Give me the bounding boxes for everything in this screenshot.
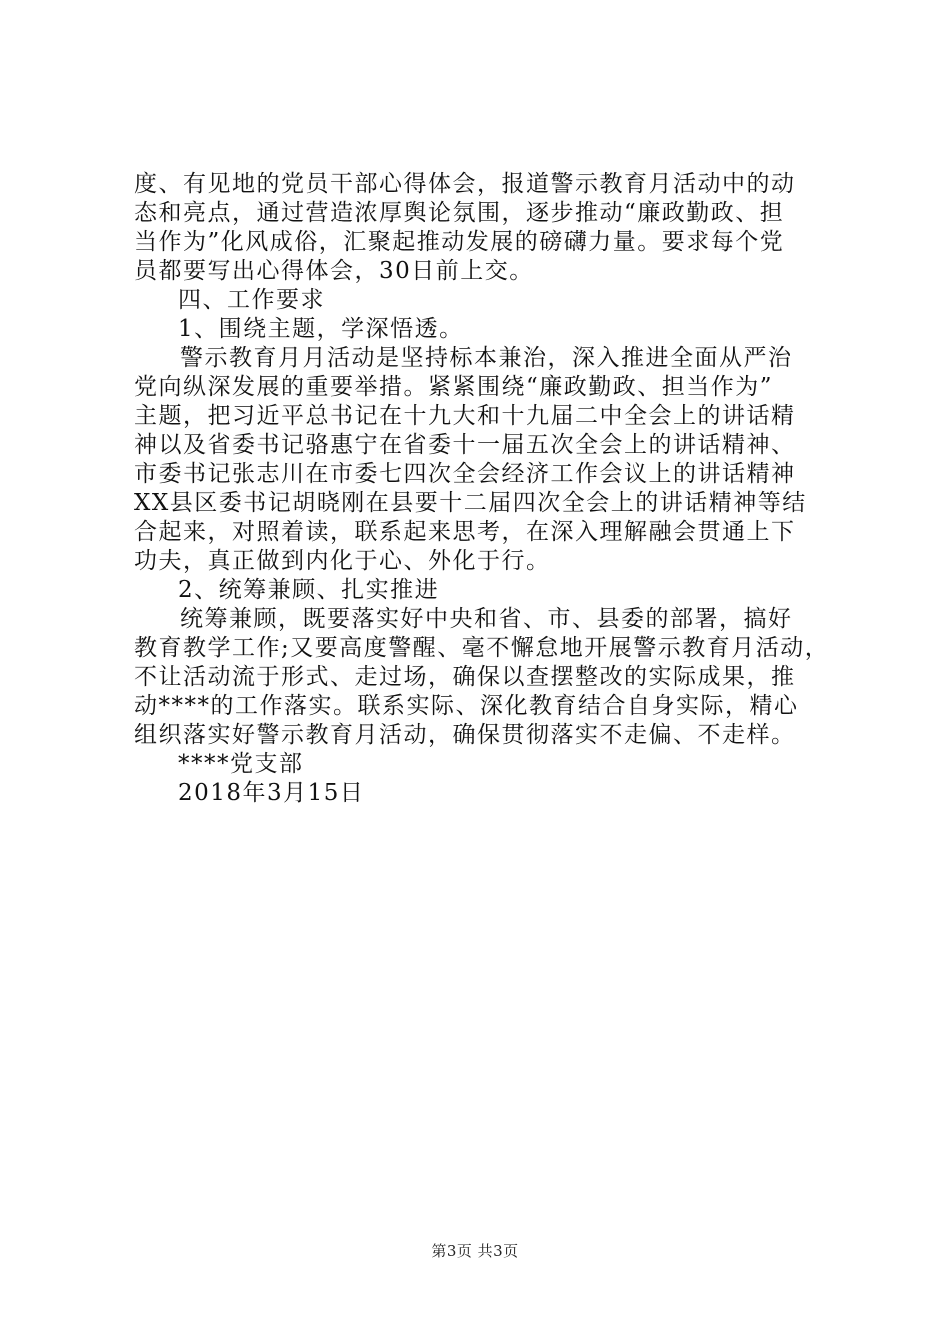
body-line: 神以及省委书记骆惠宁在省委十一届五次全会上的讲话精神、 xyxy=(134,432,796,458)
signature-organization: ****党支部 xyxy=(178,751,304,777)
body-line: 教育教学工作;又要高度警醒、毫不懈怠地开展警示教育月活动， xyxy=(134,635,830,661)
body-line: XX县区委书记胡晓刚在县要十二届四次全会上的讲话精神等结 xyxy=(134,490,807,516)
body-line: 组织落实好警示教育月活动，确保贯彻落实不走偏、不走样。 xyxy=(134,722,796,748)
body-line: 当作为”化风成俗，汇聚起推动发展的磅礴力量。要求每个党 xyxy=(134,229,785,255)
body-line: 态和亮点，通过营造浓厚舆论氛围，逐步推动“廉政勤政、担 xyxy=(134,200,785,226)
body-line: 合起来，对照着读，联系起来思考，在深入理解融会贯通上下 xyxy=(134,519,796,545)
subsection-heading: 1、围绕主题，学深悟透。 xyxy=(178,316,464,342)
body-line: 度、有见地的党员干部心得体会，报道警示教育月活动中的动 xyxy=(134,171,796,197)
document-body xyxy=(134,170,834,808)
body-line: 动****的工作落实。联系实际、深化教育结合自身实际，精心 xyxy=(134,693,799,719)
subsection-heading: 2、统筹兼顾、扎实推进 xyxy=(178,577,440,603)
body-line: 党向纵深发展的重要举措。紧紧围绕“廉政勤政、担当作为” xyxy=(134,374,774,400)
page-number-footer: 第3页 共3页 xyxy=(431,1242,519,1260)
body-line: 市委书记张志川在市委七四次全会经济工作会议上的讲话精神 xyxy=(134,461,796,487)
signature-date: 2018年3月15日 xyxy=(178,780,365,806)
body-line: 不让活动流于形式、走过场，确保以查摆整改的实际成果，推 xyxy=(134,664,796,690)
paragraph-first-line: 统筹兼顾，既要落实好中央和省、市、县委的部署，搞好 xyxy=(180,606,793,632)
paragraph-first-line: 警示教育月月活动是坚持标本兼治，深入推进全面从严治 xyxy=(180,345,793,371)
body-line: 功夫，真正做到内化于心、外化于行。 xyxy=(134,548,551,574)
section-heading: 四、工作要求 xyxy=(178,287,325,313)
body-line: 员都要写出心得体会，30日前上交。 xyxy=(134,258,534,284)
body-line: 主题，把习近平总书记在十九大和十九届二中全会上的讲话精 xyxy=(134,403,796,429)
